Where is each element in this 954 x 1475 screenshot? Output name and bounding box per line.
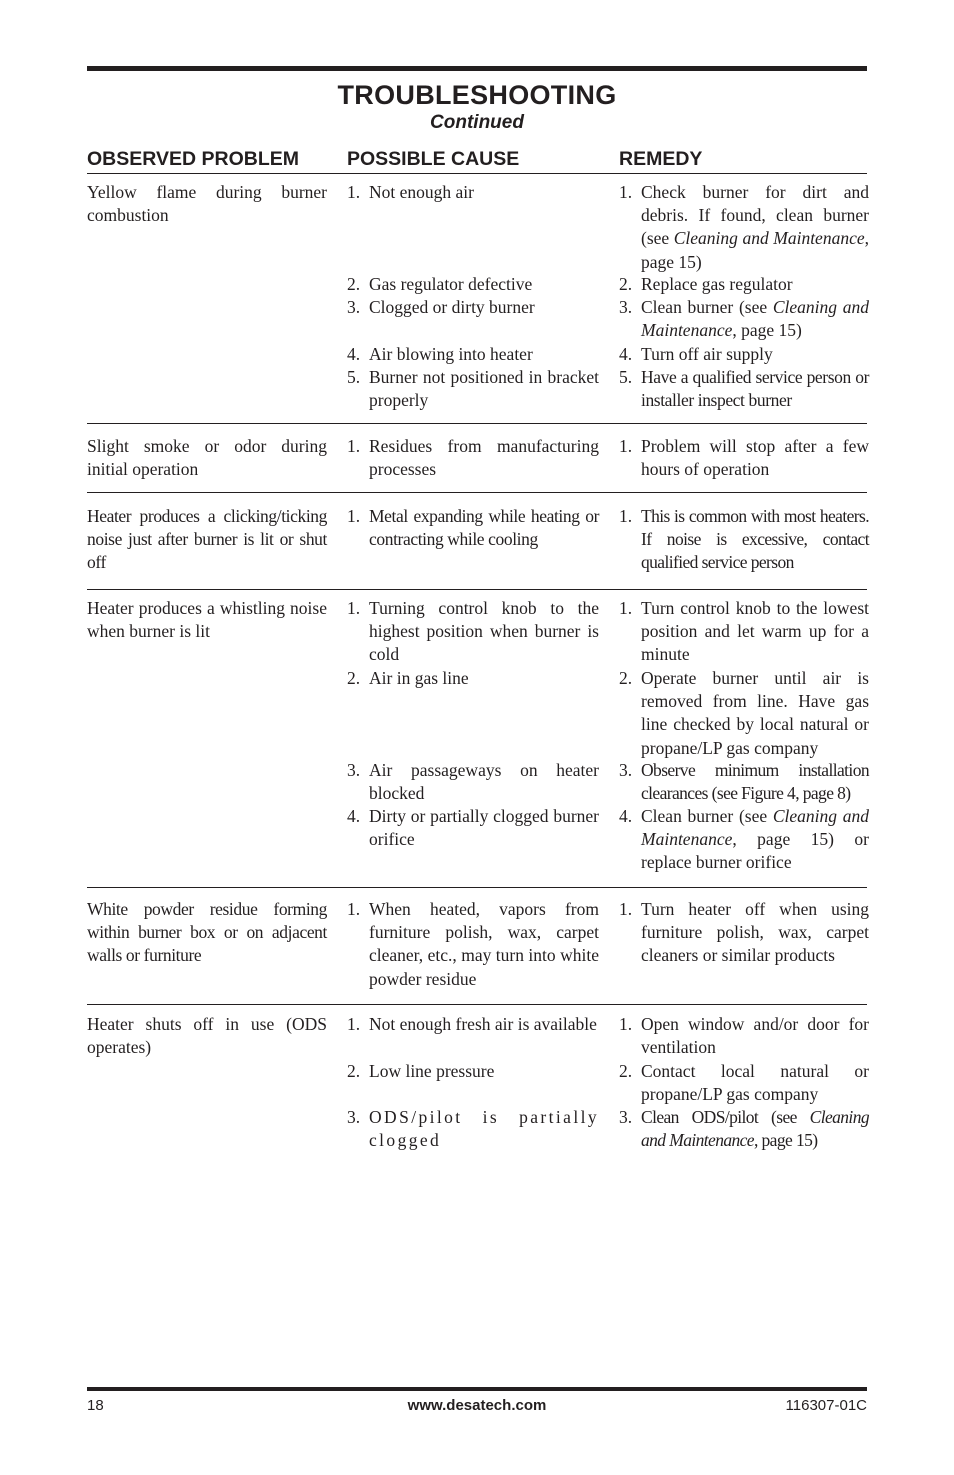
cause-item: 1. Not enough fresh air is available [347, 1014, 597, 1034]
cause-item: 3. Clogged or dirty burner [347, 297, 535, 317]
page-title: TROUBLESHOOTING [337, 80, 617, 110]
website-link[interactable]: www.desatech.com [407, 1397, 547, 1414]
cause-item: 4. Air blowing into heater [347, 344, 533, 364]
remedy-item: 4. Clean burner (see Cleaning and Maintenance, page 15) or replace burner orifice [619, 806, 869, 873]
page-number: 18 [87, 1397, 104, 1414]
cause-item: 1. Not enough air [347, 182, 474, 202]
cause-item: 3. ODS/pilot is partially clogged [347, 1107, 599, 1151]
row-divider [87, 492, 867, 493]
remedy-item: 1. Turn control knob to the lowest position and let warm up for a minute [619, 598, 869, 665]
remedy-item: 1. Open window and/or door for ventilation [619, 1014, 869, 1058]
row-5-problem: White powder residue forming within burner box or on adjacent walls or furniture [87, 899, 327, 966]
row-divider [87, 887, 867, 888]
column-header-remedy: REMEDY [619, 148, 703, 170]
row-3-problem: Heater produces a clicking/ticking noise just after burner is lit or shut off [87, 506, 327, 573]
cause-item: 2. Gas regulator defective [347, 274, 533, 294]
remedy-item: 4. Turn off air supply [619, 344, 773, 364]
remedy-item: 3. Observe minimum installation clearances (see Figure 4, page 8) [619, 760, 869, 804]
row-1-problem: Yellow flame during burner combustion [87, 182, 327, 226]
document-number: 116307-01C [785, 1397, 867, 1414]
remedy-item: 2. Replace gas regulator [619, 274, 793, 294]
remedy-item: 1. Turn heater off when using furniture polish, wax, carpet cleaners or similar products [619, 899, 869, 966]
remedy-item: 2. Operate burner until air is removed from line. Have gas line checked by local natural or propane/LP gas company [619, 668, 869, 758]
cause-item: 1. Residues from manufacturing processes [347, 436, 599, 480]
cause-item: 5. Burner not positioned in bracket properly [347, 367, 599, 411]
cause-item: 1. When heated, vapors from furniture polish, wax, carpet cleaner, etc., may turn into white powder residue [347, 899, 599, 989]
top-rule [87, 66, 867, 71]
cause-item: 4. Dirty or partially clogged burner orifice [347, 806, 599, 850]
remedy-item: 3. Clean ODS/pilot (see Cleaning and Maintenance, page 15) [619, 1107, 869, 1151]
footer-rule [87, 1387, 867, 1391]
row-divider [87, 423, 867, 424]
remedy-item: 1. Problem will stop after a few hours of operation [619, 436, 869, 480]
remedy-item: 1. Check burner for dirt and debris. If found, clean burner (see Cleaning and Maintenance, page 15) [619, 182, 869, 272]
remedy-item: 1. This is common with most heaters. If noise is excessive, contact qualified service person [619, 506, 869, 573]
remedy-item: 3. Clean burner (see Cleaning and Maintenance, page 15) [619, 297, 869, 341]
remedy-item: 5. Have a qualified service person or installer inspect burner [619, 367, 869, 411]
page-subtitle: Continued [430, 112, 524, 133]
row-divider [87, 1004, 867, 1005]
column-header-cause: POSSIBLE CAUSE [347, 148, 520, 170]
row-divider [87, 589, 867, 590]
remedy-item: 2. Contact local natural or propane/LP gas company [619, 1061, 869, 1105]
column-header-problem: OBSERVED PROBLEM [87, 148, 300, 170]
row-6-problem: Heater shuts off in use (ODS operates) [87, 1014, 327, 1058]
row-2-problem: Slight smoke or odor during initial operation [87, 436, 327, 480]
cause-item: 2. Air in gas line [347, 668, 469, 688]
header-rule [87, 173, 867, 174]
cause-item: 1. Turning control knob to the highest position when burner is cold [347, 598, 599, 665]
cause-item: 3. Air passageways on heater blocked [347, 760, 599, 804]
row-4-problem: Heater produces a whistling noise when burner is lit [87, 598, 327, 642]
cause-item: 2. Low line pressure [347, 1061, 495, 1081]
cause-item: 1. Metal expanding while heating or contracting while cooling [347, 506, 599, 550]
